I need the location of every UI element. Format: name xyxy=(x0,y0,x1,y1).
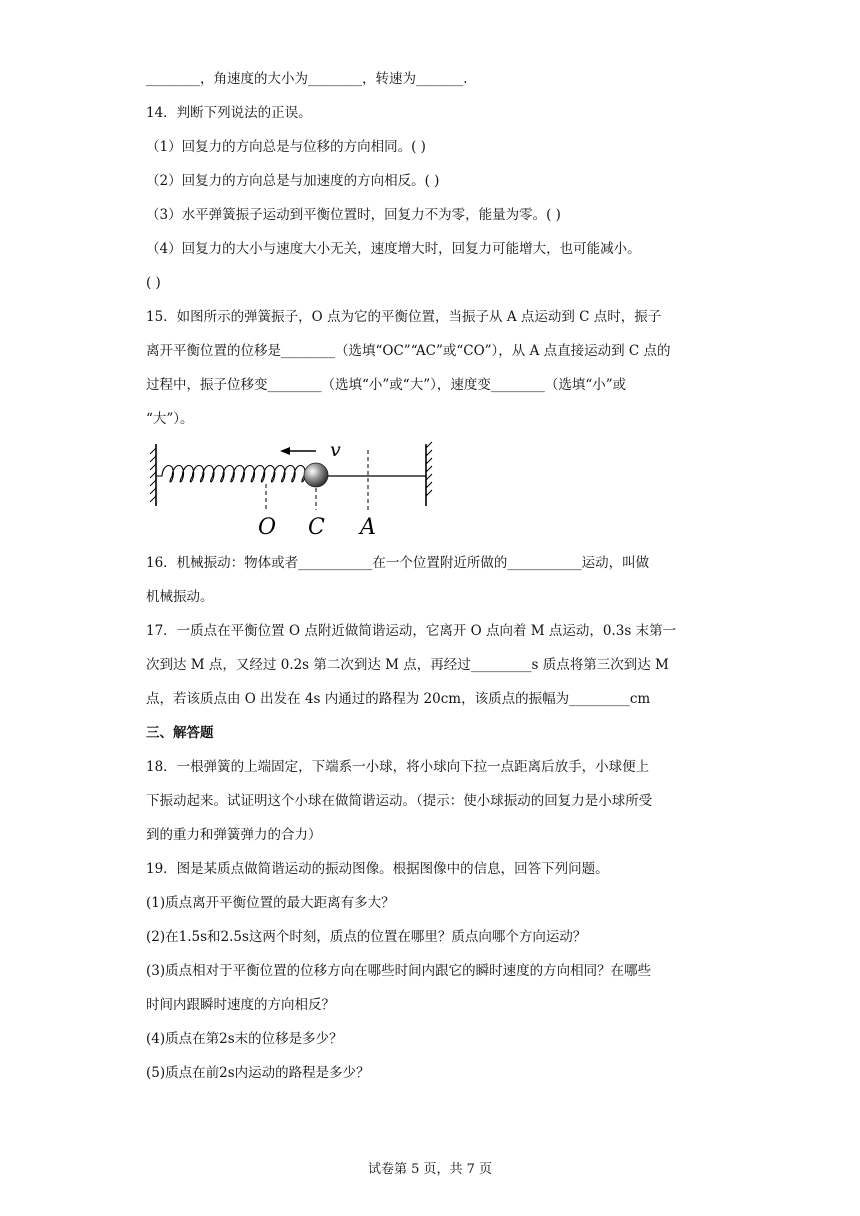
q15-line-3: 过程中，振子位移变________（选填“小”或“大”），速度变________（选填“小”或 xyxy=(146,377,627,393)
q19-item-5: (5)质点在前2s内运动的路程是多少？ xyxy=(146,1065,370,1081)
q15-line-4: “大”）。 xyxy=(146,411,194,427)
q15-line-1: 15．如图所示的弹簧振子，O 点为它的平衡位置，当振子从 A 点运动到 C 点时，振子 xyxy=(146,309,662,325)
q18-line-3: 到的重力和弹簧弹力的合力） xyxy=(146,827,322,843)
q16-line-1: 16．机械振动：物体或者___________在一个位置附近所做的___________运动，叫做 xyxy=(146,555,650,571)
velocity-arrow-icon xyxy=(280,447,290,455)
right-wall-hatch xyxy=(426,442,432,496)
q17-line-3: 点，若该质点由 O 出发在 4s 内通过的路程为 20cm，该质点的振幅为_________cm xyxy=(146,691,651,707)
q18-line-2: 下振动起来。试证明这个小球在做简谐运动。（提示：使小球振动的回复力是小球所受 xyxy=(146,793,653,809)
q14-item-2: （2）回复力的方向总是与加速度的方向相反。( ) xyxy=(146,173,440,189)
label-C: C xyxy=(308,515,325,540)
q19-item-2: (2)在1.5s和2.5s这两个时刻，质点的位置在哪里？质点向哪个方向运动？ xyxy=(146,929,587,945)
spring-coil xyxy=(156,466,305,483)
oscillator-ball xyxy=(304,463,328,487)
label-A: A xyxy=(360,515,376,540)
q17-line-1: 17．一质点在平衡位置 O 点附近做简谐运动，它离开 O 点向着 M 点运动，0.3s 末第一 xyxy=(146,623,677,639)
left-wall-hatch xyxy=(150,448,156,502)
q14-stem: 14．判断下列说法的正误。 xyxy=(146,105,312,121)
q19-item-4: (4)质点在第2s末的位移是多少？ xyxy=(146,1031,343,1047)
q14-item-4: （4）回复力的大小与速度大小无关，速度增大时，回复力可能增大，也可能减小。 xyxy=(146,241,641,257)
q15-line-2: 离开平衡位置的位移是________（选填“OC”“AC”或“CO”），从 A 点直接运动到 C 点的 xyxy=(146,343,671,359)
q14-item-4-blank: ( ) xyxy=(146,275,161,291)
page-content xyxy=(146,62,716,1090)
velocity-label: v xyxy=(330,439,341,461)
q19-item-3-line-2: 时间内跟瞬时速度的方向相反？ xyxy=(146,997,335,1013)
q17-line-2: 次到达 M 点，又经过 0.2s 第二次到达 M 点，再经过_________s 质点将第三次到达 M xyxy=(146,657,669,673)
q13-continuation: ________，角速度的大小为________，转速为_______. xyxy=(146,71,468,87)
q18-line-1: 18．一根弹簧的上端固定，下端系一小球，将小球向下拉一点距离后放手，小球便上 xyxy=(146,759,650,775)
section-heading: 三、解答题 xyxy=(146,725,214,741)
q19-item-1: (1)质点离开平衡位置的最大距离有多大？ xyxy=(146,895,395,911)
q19-stem: 19．图是某质点做简谐运动的振动图像。根据图像中的信息，回答下列问题。 xyxy=(146,861,609,877)
q19-item-3-line-1: (3)质点相对于平衡位置的位移方向在哪些时间内跟它的瞬时速度的方向相同？在哪些 xyxy=(146,963,652,979)
q14-item-1: （1）回复力的方向总是与位移的方向相同。( ) xyxy=(146,139,426,155)
spring-oscillator-figure xyxy=(146,438,716,542)
q14-item-3: （3）水平弹簧振子运动到平衡位置时，回复力不为零，能量为零。( ) xyxy=(146,207,561,223)
spring-diagram xyxy=(146,438,446,542)
page-footer: 试卷第 5 页，共 7 页 xyxy=(367,1162,493,1177)
q16-line-2: 机械振动。 xyxy=(146,589,214,605)
label-O: O xyxy=(258,515,277,540)
